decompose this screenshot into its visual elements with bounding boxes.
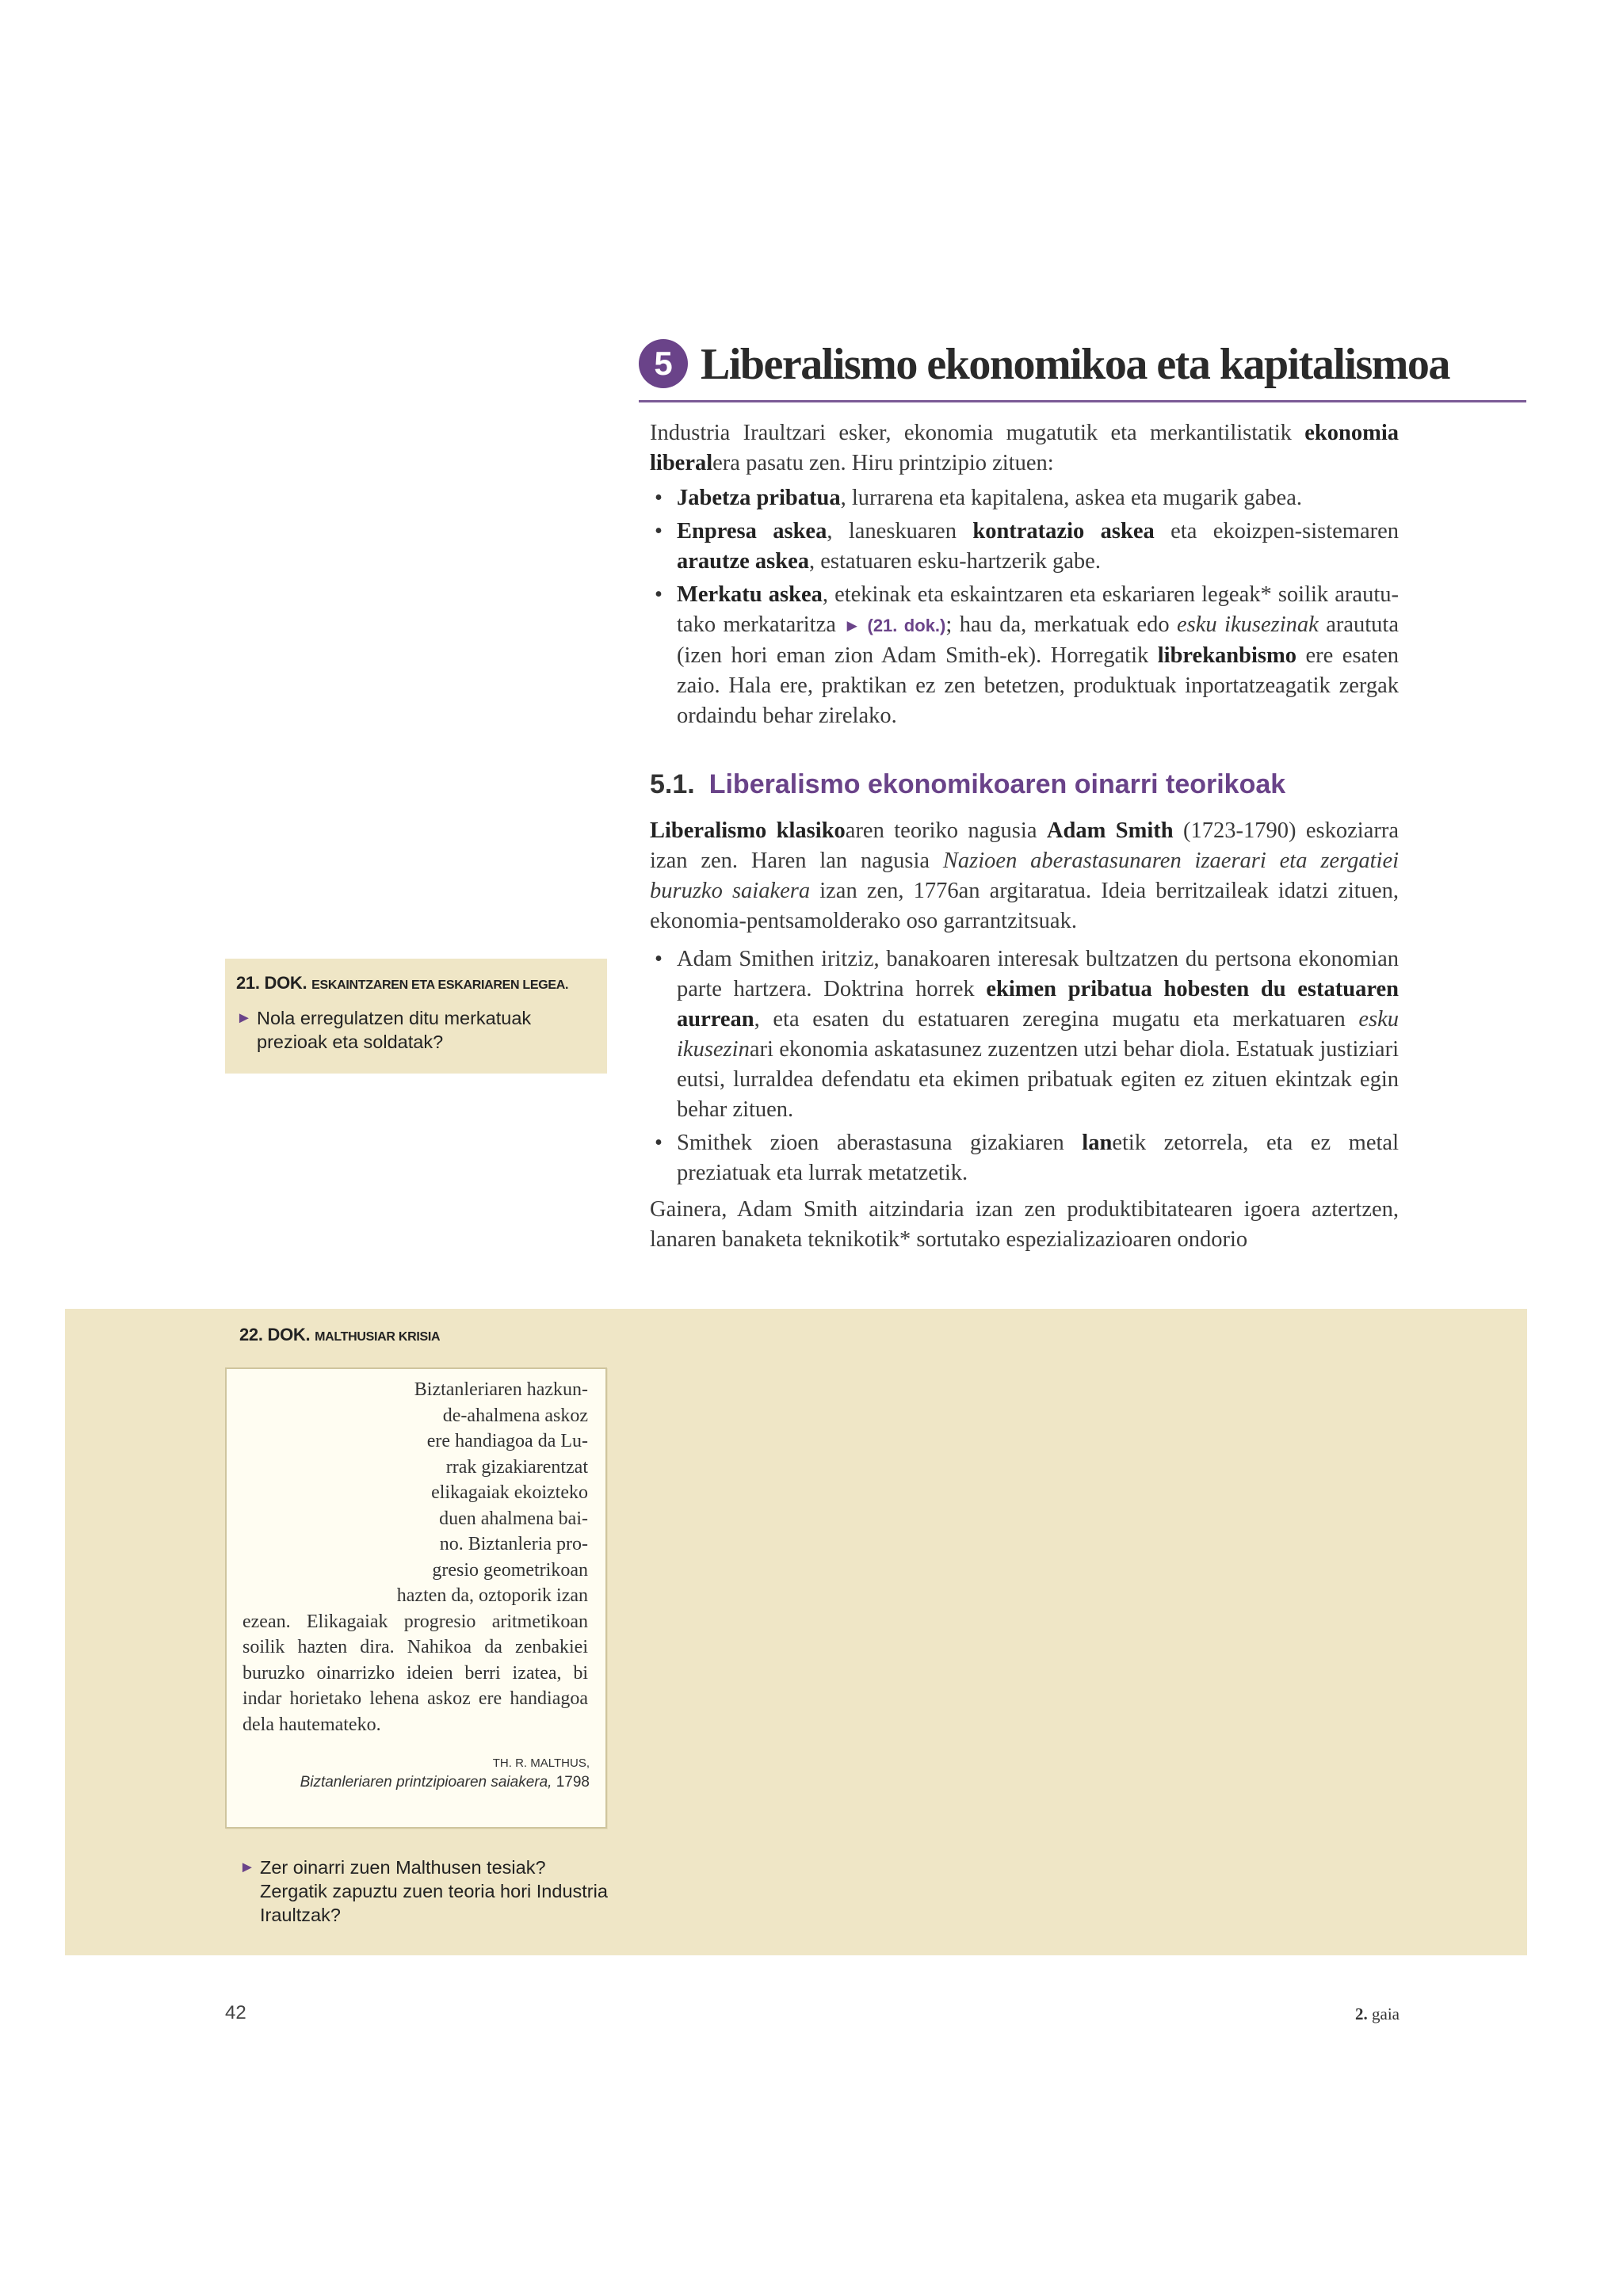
list-item: • Enpresa askea, laneskuaren kontratazio askea eta ekoizpen-sistemaren arautze askea, estatuaren esku-hartzerik gabe. [650,517,1399,577]
paragraph: Liberalismo klasikoaren teoriko nagusia Adam Smith (1723-1790) eskoziarra izan zen. Haren lan nagusia Nazioen aberastasunaren izaerari eta zergatiei buruzko saiakera izan zen, 1776an argitaratua. Ideia berritzaileak idatzi zituen, ekonomia-pentsamolderako oso garrantzitsuak. [650,818,1400,933]
list-item: • Adam Smithen iritziz, banakoaren interesak bultzatzen du pertsona ekonomian parte hartzera. Doktrina horrek ekimen pribatua hobesten du estatuaren aurrean, eta esaten du estatuaren zeregina mugatu eta merkatuaren esku ikusezinari ekonomia askatasunez zuzentzen utzi behar diola. Estatuak justiziari eutsi, lurraldea defendatu eta ekimen pribatuak egiten ez zituen ekintzak egin behar zituen. [650,944,1399,1125]
subsection-number: 5.1. [650,769,695,799]
doc22-panel [65,1309,1527,1955]
quote-line: duen ahalmena bai- [439,1508,588,1529]
section-title: Liberalismo ekonomikoa eta kapitalismoa [701,340,1449,389]
doc22-label: 22. DOK. MALTHUSIAR KRISIA [239,1325,441,1344]
quote-author: TH. R. MALTHUS, [492,1756,590,1770]
section-heading [639,333,1526,404]
section-number-badge: 5 [639,339,688,388]
quote-work: Biztanleriaren printzipioaren saiakera, 1798 [300,1774,590,1791]
doc22-question: ► Zer oinarri zuen Malthusen tesiak? Zergatik zapuztu zuen teoria hori Industria Iraultzak? [239,1857,608,1925]
paragraph: Gainera, Adam Smith aitzindaria izan zen produktibitatearen igoera aztertzen, lanaren banaketa teknikotik* sortutako espezializazioaren ondorio [650,1197,1399,1252]
doc21-label: 21. DOK. ESKAINTZAREN ETA ESKARIAREN LEGEA. [236,973,569,993]
quote-text [242,1377,588,1737]
list-item: • Merkatu askea, etekinak eta eskaintzaren eta eskariaren legeak* soilik araututako merkataritza ► (21. dok.); hau da, merkatuak edo esku ikusezinak araututa (izen hori eman zion Adam Smith-ek). Horregatik librekanbismo ere esaten zaio. Hala ere, praktikan ez zen betetzen, produktuak inportatzeagatik zergak ordaindu behar zirelako. [650,580,1399,731]
quote-line: Biztanleriaren hazkun- [414,1379,588,1400]
subsection-body [650,816,1399,1255]
quote-source [300,1754,590,1792]
doc21-reference-link[interactable]: ► (21. dok.) [843,616,946,635]
section-divider [639,400,1526,402]
quote-paragraph: ezean. Elikagaiak progresio aritmetikoan soilik hazten dira. Nahikoa da zenbakiei buruzko oinarrizko ideien berri izatea, bi indar horietako lehena askoz ere handiagoa dela hautemateko. [242,1611,588,1735]
quote-line: ere handiagoa da Lu- [426,1431,588,1451]
smith-ideas-list [650,944,1399,1188]
unit-label: 2. gaia [1355,2004,1400,2023]
doc21-question: ► Nola erregulatzen ditu merkatuak prezioak eta soldatak? [236,1008,532,1052]
doc21-box [225,959,607,1074]
subsection-title: Liberalismo ekonomikoaren oinarri teorikoak [708,769,1286,799]
page-number: 42 [225,2002,246,2023]
quote-line: no. Biztanleria pro- [439,1534,588,1554]
quote-line: elikagaiak ekoizteko [431,1482,588,1503]
subsection-heading [650,765,1399,803]
quote-line: rrak gizakiarentzat [445,1456,588,1478]
intro-paragraph: Industria Iraultzari esker, ekonomia mugatutik eta merkantilistatik ekonomia liberalera pasatu zen. Hiru printzipio zituen: [650,421,1399,475]
list-item: • Jabetza pribatua, lurrarena eta kapitalena, askea eta mugarik gabea. [650,483,1399,513]
list-item: • Smithek zioen aberastasuna gizakiaren lanetik zetorrela, eta ez metal preziatuak eta lurrak metatzetik. [650,1128,1399,1188]
quote-line: hazten da, oztoporik izan [396,1585,588,1606]
quote-line: de-ahalmena askoz [442,1405,588,1426]
principles-list [650,483,1399,731]
quote-box [225,1367,607,1829]
intro-block [650,418,1399,734]
play-arrow-icon: ► [236,1009,252,1027]
quote-line: gresio geometrikoan [432,1559,588,1581]
play-arrow-icon: ► [239,1859,255,1876]
